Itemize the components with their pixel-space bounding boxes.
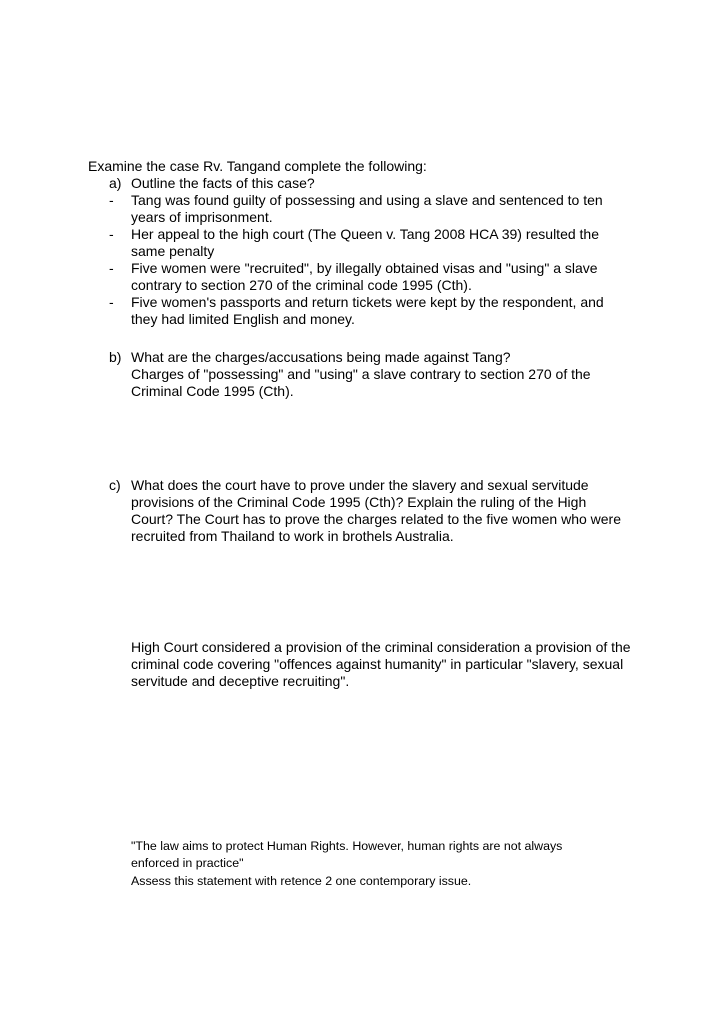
section-b-question: What are the charges/accusations being made against Tang? [131,349,511,365]
bullet-dash: - [109,226,114,242]
quote-task: Assess this statement with retence 2 one contemporary issue. [131,874,472,888]
bullet-text: Five women's passports and return tickets were kept by the respondent, and they had limited English and money. [131,294,604,327]
section-a-label: a) [109,175,122,191]
bullet-text: Tang was found guilty of possessing and using a slave and sentenced to ten years of imprisonment. [131,192,603,225]
intro-text: Examine the case Rv. Tangand complete the following: [88,158,427,174]
section-b-answer: Charges of "possessing" and "using" a slave contrary to section 270 of the Criminal Code 1995 (Cth). [131,366,591,399]
bullet-dash: - [109,294,114,310]
section-b-label: b) [109,349,122,365]
section-c-label: c) [109,477,121,493]
quote-line-2: enforced in practice" [131,856,244,870]
bullet-text: Five women were "recruited", by illegally obtained visas and "using" a slave contrary to section 270 of the criminal code 1995 (Cth). [131,260,598,293]
section-c-question-line1: What does the court have to prove under the slavery and sexual servitude [131,477,589,493]
bullet-text: Her appeal to the high court (The Queen v. Tang 2008 HCA 39) resulted the same penalty [131,226,599,259]
section-c-question-rest: provisions of the Criminal Code 1995 (Cth)? Explain the ruling of the High Court? The Court has to prove the charges related to the five women who were recruited from Thailand to work in brothels Australia. [131,494,622,544]
quote-line-1: "The law aims to protect Human Rights. However, human rights are not always [131,839,563,853]
section-a-question: Outline the facts of this case? [131,175,315,191]
bullet-dash: - [109,260,114,276]
section-c-answer: High Court considered a provision of the criminal consideration a provision of the criminal code covering "offences against humanity" in particular "slavery, sexual servitude and deceptive recruiting". [131,639,631,689]
bullet-dash: - [109,192,114,208]
